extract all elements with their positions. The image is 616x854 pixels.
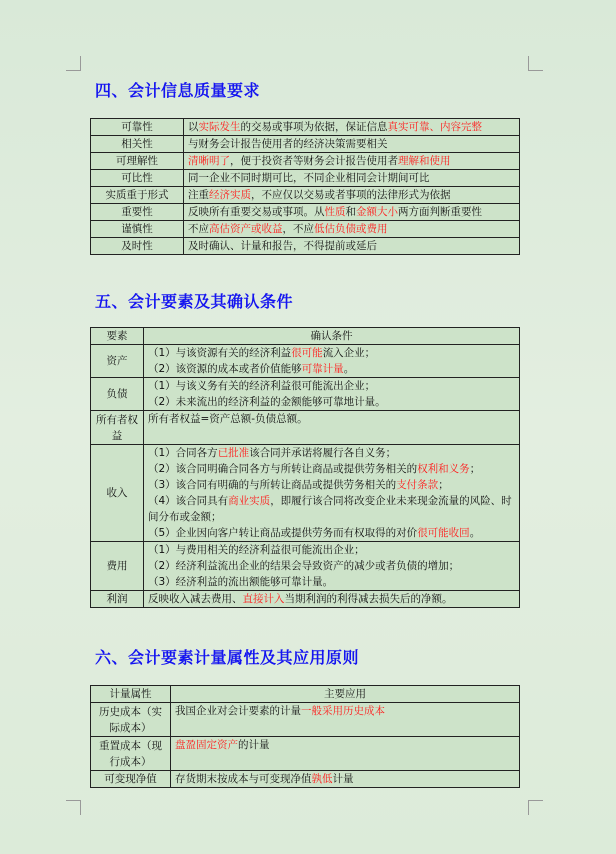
row-label: 可靠性 [91, 119, 184, 136]
row-label: 重要性 [91, 204, 184, 221]
text: 当期利润的利得减去损失后的净额。 [284, 593, 453, 605]
row-label: 利润 [91, 591, 144, 608]
row-label: 相关性 [91, 136, 184, 153]
content-line [148, 361, 515, 377]
row-content [184, 187, 520, 204]
header-cell: 计量属性 [91, 686, 171, 703]
text: 存货期末按成本与可变现净值 [175, 773, 312, 785]
text: ，便于投资者等财务会计报告使用者 [230, 155, 398, 167]
highlight-text: 权利和义务 [417, 463, 470, 475]
text: ，不应 [282, 223, 314, 235]
table-row [91, 170, 520, 187]
highlight-text: 商业实质 [228, 495, 271, 507]
crop-mark [528, 800, 543, 815]
table-row [91, 411, 520, 445]
text: （2）经济利益流出企业的结果会导致资产的减少或者负债的增加； [148, 560, 460, 572]
highlight-text: 很可能收回 [417, 527, 470, 539]
highlight-text: 性质 [324, 206, 346, 218]
table-row [91, 153, 520, 170]
content-line [148, 558, 515, 574]
header-cell: 主要应用 [171, 686, 520, 703]
row-content [184, 153, 520, 170]
elements-table [90, 327, 520, 608]
text: 与财务会计报告使用者的经济决策需要相关 [188, 138, 388, 150]
text: （3）该合同有明确的与所转让商品或提供劳务相关的 [148, 479, 397, 491]
row-content [184, 170, 520, 187]
highlight-text: 理解和使用 [398, 155, 451, 167]
row-label: 负债 [91, 378, 144, 411]
row-content [184, 119, 520, 136]
section-title-elements: 五、会计要素及其确认条件 [95, 292, 294, 311]
text: 所有者权益=资产总额-负债总额。 [148, 413, 308, 425]
content-line [148, 461, 515, 477]
text: （1）与该义务有关的经济利益很可能流出企业； [148, 380, 376, 392]
row-content [184, 238, 520, 255]
content-line [148, 445, 515, 461]
row-content [144, 591, 520, 608]
row-content [184, 221, 520, 238]
row-label: 重置成本（现行成本） [91, 737, 171, 771]
table-row [91, 221, 520, 238]
highlight-text: 很可能 [291, 347, 323, 359]
row-content [171, 771, 520, 788]
row-label: 实质重于形式 [91, 187, 184, 204]
text: （2）该合同明确合同各方与所转让商品或提供劳务相关的 [148, 463, 418, 475]
header-cell: 要素 [91, 328, 144, 345]
text: 。 [343, 363, 355, 375]
text: 以 [188, 121, 199, 133]
highlight-text: 清晰明了 [188, 155, 230, 167]
content-line [148, 345, 515, 361]
table-row [91, 445, 520, 542]
text: 两方面判断重要性 [398, 206, 482, 218]
table-row [91, 771, 520, 788]
table-row [91, 345, 520, 378]
highlight-text: 直接计入 [242, 593, 285, 605]
header-cell: 确认条件 [144, 328, 520, 345]
text: （2）未来流出的经济利益的金额能够可靠地计量。 [148, 396, 386, 408]
text: （3）经济利益的流出额能够可靠计量。 [148, 576, 334, 588]
table-row [91, 136, 520, 153]
content-line [175, 737, 515, 753]
content-line [148, 542, 515, 558]
table-row [91, 542, 520, 591]
text: 我国企业对会计要素的计量 [175, 705, 301, 717]
section-title-measurement: 六、会计要素计量属性及其应用原则 [95, 648, 360, 667]
table-row [91, 378, 520, 411]
content-line [148, 493, 515, 525]
row-label: 可变现净值 [91, 771, 171, 788]
row-label: 可理解性 [91, 153, 184, 170]
table-row [91, 238, 520, 255]
text: 的计量 [238, 739, 270, 751]
text: （4）该合同具有 [148, 495, 229, 507]
content-line [148, 525, 515, 541]
text: 同一企业不同时期可比，不同企业相同会计期间可比 [188, 172, 430, 184]
crop-mark [66, 56, 81, 71]
row-content [171, 737, 520, 771]
text: （1）与费用相关的经济利益很可能流出企业； [148, 544, 365, 556]
text: ，即履行该合同将改变企业未来现金流量的风险、时间分布或金额； [148, 495, 512, 523]
row-label: 谨慎性 [91, 221, 184, 238]
text: 的交易或事项为依据，保证信息 [240, 121, 388, 133]
content-line [175, 771, 515, 787]
text: 不应 [188, 223, 209, 235]
text: （1）与该资源有关的经济利益 [148, 347, 292, 359]
row-content [144, 445, 520, 542]
highlight-text: 孰低 [311, 773, 333, 785]
text: 和 [345, 206, 356, 218]
text: （2）该资源的成本或者价值能够 [148, 363, 302, 375]
highlight-text: 低估负债或费用 [314, 223, 388, 235]
section-title-quality: 四、会计信息质量要求 [95, 81, 261, 100]
row-content [144, 378, 520, 411]
content-line [148, 591, 515, 607]
highlight-text: 真实可靠、内容完整 [387, 121, 482, 133]
text: 流入企业； [322, 347, 376, 359]
row-content [144, 411, 520, 445]
row-content [144, 542, 520, 591]
text: 反映所有重要交易或事项。从 [188, 206, 325, 218]
content-line [148, 477, 515, 493]
highlight-text: 盘盈固定资产 [175, 739, 238, 751]
table-row [91, 119, 520, 136]
table-row [91, 204, 520, 221]
table-row [91, 591, 520, 608]
row-content [171, 703, 520, 737]
text: 该合同并承诺将履行各自义务； [249, 447, 397, 459]
content-line [175, 703, 515, 719]
text: ，不应仅以交易或者事项的法律形式为依据 [251, 189, 451, 201]
content-line [148, 378, 515, 394]
quality-table [90, 118, 520, 255]
table-row [91, 737, 520, 771]
row-label: 及时性 [91, 238, 184, 255]
row-content [144, 345, 520, 378]
row-label: 可比性 [91, 170, 184, 187]
highlight-text: 经济实质 [209, 189, 251, 201]
table-row [91, 703, 520, 737]
content-line [148, 574, 515, 590]
text: 注重 [188, 189, 209, 201]
highlight-text: 高估资产或收益 [209, 223, 283, 235]
highlight-text: 支付条款 [396, 479, 439, 491]
text: ； [469, 463, 481, 475]
highlight-text: 已批准 [217, 447, 250, 459]
crop-mark [66, 800, 81, 815]
text: 。 [469, 527, 481, 539]
row-label: 收入 [91, 445, 144, 542]
highlight-text: 可靠计量 [301, 363, 344, 375]
row-content [184, 136, 520, 153]
highlight-text: 一般采用历史成本 [301, 705, 385, 717]
measurement-table [90, 685, 520, 788]
highlight-text: 金额大小 [356, 206, 398, 218]
text: （1）合同各方 [148, 447, 218, 459]
text: 反映收入减去费用、 [148, 593, 243, 605]
content-line [148, 394, 515, 410]
row-content [184, 204, 520, 221]
table-row [91, 187, 520, 204]
row-label: 历史成本（实际成本） [91, 703, 171, 737]
crop-mark [528, 56, 543, 71]
row-label: 费用 [91, 542, 144, 591]
highlight-text: 实际发生 [198, 121, 241, 133]
row-label: 所有者权益 [91, 411, 144, 445]
content-line [148, 411, 515, 427]
text: 及时确认、计量和报告，不得提前或延后 [188, 240, 377, 252]
text: ； [438, 479, 449, 491]
text: 计量 [332, 773, 354, 785]
row-label: 资产 [91, 345, 144, 378]
text: （5）企业因向客户转让商品或提供劳务而有权取得的对价 [148, 527, 418, 539]
